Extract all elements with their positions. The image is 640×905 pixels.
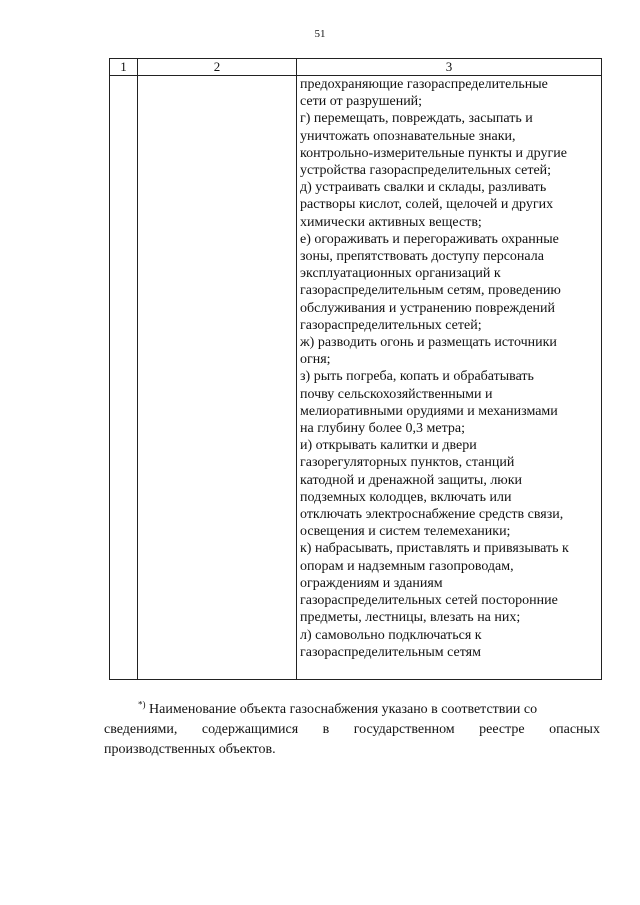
content-line: газораспределительным сетям bbox=[300, 644, 481, 660]
content-line: уничтожать опознавательные знаки, bbox=[300, 128, 516, 144]
content-line: е) огораживать и перегораживать охранные bbox=[300, 231, 559, 247]
footnote-word: опасных bbox=[549, 722, 600, 737]
content-line: газораспределительным сетям, проведению bbox=[300, 283, 561, 299]
column-header-3: 3 bbox=[297, 59, 602, 76]
footnote-line-1 bbox=[104, 700, 600, 720]
cell-column-2 bbox=[138, 76, 297, 680]
content-line: подземных колодцев, включать или bbox=[300, 489, 512, 505]
content-line: огня; bbox=[300, 352, 331, 368]
content-line: г) перемещать, повреждать, засыпать и bbox=[300, 111, 533, 127]
content-line: газорегуляторных пунктов, станций bbox=[300, 455, 515, 471]
content-line: эксплуатационных организаций к bbox=[300, 266, 501, 282]
content-line: освещения и систем телемеханики; bbox=[300, 524, 511, 540]
content-line: на глубину более 0,3 метра; bbox=[300, 421, 465, 437]
content-line: ж) разводить огонь и размещать источники bbox=[300, 335, 557, 351]
column-header-1: 1 bbox=[110, 59, 138, 76]
content-line: катодной и дренажной защиты, люки bbox=[300, 472, 523, 488]
content-line: л) самовольно подключаться к bbox=[300, 627, 482, 643]
cell-column-1 bbox=[110, 76, 138, 680]
content-line: предметы, лестницы, влезать на них; bbox=[300, 610, 521, 626]
footnote-word: реестре bbox=[479, 722, 525, 737]
content-line: газораспределительных сетей; bbox=[300, 317, 482, 333]
footnote bbox=[104, 700, 600, 760]
column-header-2: 2 bbox=[138, 59, 297, 76]
content-line: мелиоративными орудиями и механизмами bbox=[300, 403, 558, 419]
footnote-word: сведениями, bbox=[104, 722, 178, 737]
content-line: предохраняющие газораспределительные bbox=[300, 77, 548, 92]
cell-column-3 bbox=[297, 76, 602, 680]
content-line: з) рыть погреба, копать и обрабатывать bbox=[300, 369, 534, 385]
content-line: опорам и надземным газопроводам, bbox=[300, 558, 514, 574]
content-line: химически активных веществ; bbox=[300, 214, 482, 230]
footnote-word: в bbox=[322, 722, 330, 737]
content-line: устройства газораспределительных сетей; bbox=[300, 163, 552, 179]
content-line: обслуживания и устранению повреждений bbox=[300, 300, 556, 316]
footnote-marker: *) bbox=[138, 699, 146, 710]
requirements-table bbox=[109, 58, 602, 680]
content-line: почву сельскохозяйственными и bbox=[300, 386, 493, 402]
content-line: зоны, препятствовать доступу персонала bbox=[300, 249, 544, 265]
footnote-line-2 bbox=[104, 720, 600, 740]
content-line: д) устраивать свалки и склады, разливать bbox=[300, 180, 547, 196]
table-header-row bbox=[110, 59, 602, 76]
content-line: контрольно-измерительные пункты и другие bbox=[300, 145, 567, 161]
table-row bbox=[110, 76, 602, 680]
page-number: 51 bbox=[314, 28, 326, 40]
footnote-line-3: производственных объектов. bbox=[104, 742, 276, 757]
content-line: к) набрасывать, приставлять и привязывать к bbox=[300, 541, 569, 557]
content-line: сети от разрушений; bbox=[300, 94, 423, 110]
content-line: растворы кислот, солей, щелочей и других bbox=[300, 197, 554, 213]
content-line: газораспределительных сетей посторонние bbox=[300, 593, 558, 609]
content-line: ограждениям и зданиям bbox=[300, 575, 443, 591]
content-line: и) открывать калитки и двери bbox=[300, 438, 477, 454]
content-line: отключать электроснабжение средств связи, bbox=[300, 507, 564, 523]
footnote-word: содержащимися bbox=[201, 722, 299, 737]
footnote-text-1: Наименование объекта газоснабжения указано в соответствии со bbox=[149, 702, 538, 717]
footnote-word: государственном bbox=[353, 722, 455, 737]
